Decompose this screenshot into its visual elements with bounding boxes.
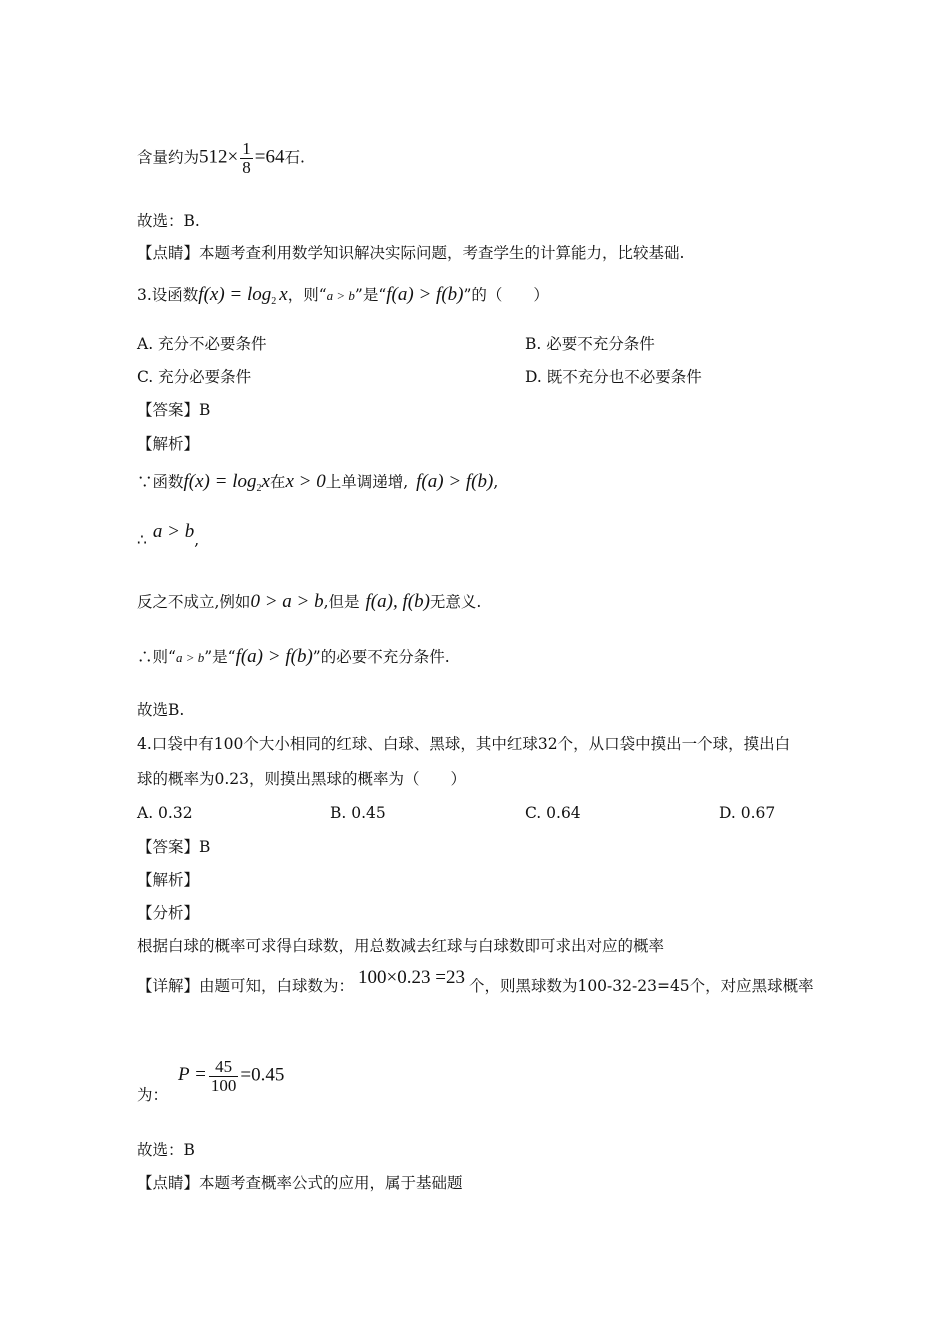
q3-var: x	[279, 284, 288, 305]
q3-function: f(x) = log	[198, 284, 272, 305]
reason1-mid2: 上单调递增,	[325, 473, 409, 491]
q4-option-d[interactable]: D. 0.67	[719, 804, 776, 822]
prob-numerator: 45	[215, 1057, 233, 1076]
reason2-therefore: ∴	[137, 531, 147, 549]
question-3-stem	[137, 285, 549, 307]
reason4-mid: ”是“	[204, 648, 236, 666]
question-4-stem-line-2: 球的概率为0.23，则摸出黑球的概率为（ ）	[137, 770, 467, 788]
reason4-prefix: ∴则“	[137, 648, 176, 666]
q3-answer: 【答案】B	[137, 401, 211, 419]
q3-analysis-label: 【解析】	[137, 435, 200, 453]
reason1-prefix: ∵函数	[137, 473, 184, 491]
q3-option-c[interactable]: C. 充分必要条件	[137, 368, 252, 386]
reason3-expr: 0 > a > b	[250, 591, 324, 612]
q4-detail-line	[137, 967, 814, 995]
q4-option-c[interactable]: C. 0.64	[525, 804, 581, 822]
detail-suffix: 个，则黑球数为100-32-23=45个，对应黑球概率	[468, 977, 814, 995]
q3-option-a[interactable]: A. 充分不必要条件	[137, 335, 267, 353]
prob-denominator: 100	[210, 1075, 237, 1095]
text-prefix: 含量约为	[137, 148, 200, 167]
q4-answer: 【答案】B	[137, 838, 211, 856]
reason1-cond: x > 0	[285, 471, 326, 492]
reason1-var: x	[261, 471, 270, 492]
q4-probability-line	[137, 1057, 285, 1105]
reason1-function: f(x) = log	[183, 471, 257, 492]
q3-cond1: a > b	[326, 288, 355, 303]
reason3-prefix: 反之不成立,例如	[137, 593, 251, 611]
q3-cond2: f(a) > f(b)	[386, 284, 464, 305]
q4-dianjing: 【点睛】本题考查概率公式的应用，属于基础题	[137, 1174, 463, 1192]
reason4-expr1: a > b	[175, 650, 205, 665]
reason2-suffix: ,	[194, 531, 200, 549]
q3-reason-line-2	[137, 521, 200, 549]
prob-fraction	[209, 1058, 239, 1095]
math-fraction	[240, 140, 253, 177]
q3-suffix: ”的（ ）	[463, 286, 549, 304]
math-512: 512	[199, 146, 228, 168]
q3-reason-line-1	[137, 472, 498, 494]
reason2-expr: a > b	[152, 521, 195, 542]
q3-option-b[interactable]: B. 必要不充分条件	[525, 335, 655, 353]
q4-fenxi-text: 根据白球的概率可求得白球数，用总数减去红球与白球数即可求出对应的概率	[137, 937, 665, 955]
q3-mid2: ”是“	[354, 286, 387, 304]
prob-prefix: 为：	[137, 1086, 169, 1105]
prob-P: P =	[178, 1064, 207, 1086]
q4-analysis-label: 【解析】	[137, 871, 200, 889]
q4-option-b[interactable]: B. 0.45	[330, 804, 386, 822]
question-4-stem-line-1: 4.口袋中有100个大小相同的红球、白球、黑球，其中红球32个，从口袋中摸出一个球，摸出白	[137, 735, 791, 753]
q3-reason-line-3	[137, 592, 481, 611]
q4-option-a[interactable]: A. 0.32	[137, 804, 193, 822]
line-choose-1: 故选：B.	[137, 212, 200, 230]
reason3-mid: ,但是	[323, 593, 360, 611]
reason4-expr2: f(a) > f(b)	[235, 646, 313, 667]
reason3-expr2: f(a), f(b)	[365, 591, 430, 612]
fraction-denominator: 8	[242, 157, 251, 177]
q4-choose: 故选：B	[137, 1141, 195, 1159]
math-result: =64	[254, 146, 285, 168]
q3-prefix: 3.设函数	[137, 286, 199, 304]
q3-option-d[interactable]: D. 既不充分也不必要条件	[525, 368, 702, 386]
line-dianjing-1: 【点睛】本题考查利用数学知识解决实际问题，考查学生的计算能力，比较基础.	[137, 244, 685, 262]
fraction-numerator: 1	[242, 139, 251, 158]
line-estimate	[137, 140, 305, 177]
detail-expr: 100×0.23 =23	[358, 967, 465, 988]
reason1-mid: 在	[269, 473, 286, 491]
q4-fenxi-label: 【分析】	[137, 904, 200, 922]
reason1-log-base: 2	[256, 483, 262, 494]
q3-mid1: ，则“	[287, 286, 327, 304]
q3-reason-line-4	[137, 647, 450, 666]
detail-prefix: 【详解】由题可知，白球数为：	[137, 977, 355, 995]
math-times: ×	[227, 146, 239, 168]
reason4-suffix: ”的必要不充分条件.	[312, 648, 450, 666]
prob-result: =0.45	[240, 1064, 285, 1086]
reason1-inequality: f(a) > f(b)	[416, 471, 494, 492]
q3-log-base: 2	[271, 296, 277, 307]
q3-choose: 故选B.	[137, 701, 185, 719]
reason3-suffix: 无意义.	[429, 593, 482, 611]
reason1-suffix: ,	[493, 473, 499, 491]
text-suffix: 石.	[284, 148, 305, 167]
